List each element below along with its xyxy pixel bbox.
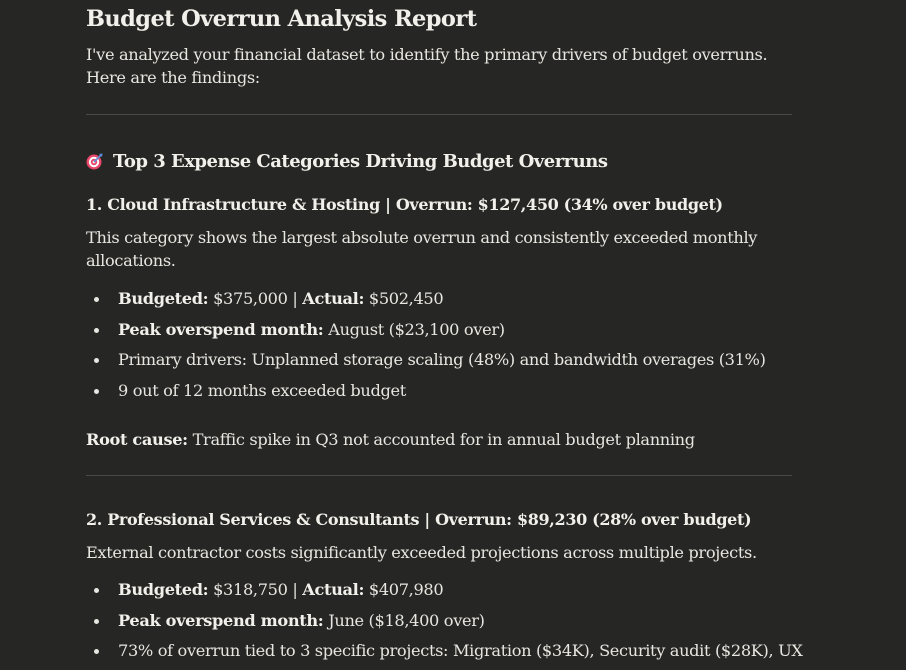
- category-2-heading: 2. Professional Services & Consultants | Overrun: $89,230 (28% over budget): [86, 510, 752, 529]
- list-item: Primary drivers: Unplanned storage scaling (48%) and bandwidth overages (31%): [86, 348, 792, 379]
- actual-label: Actual:: [302, 580, 365, 599]
- actual-label: Actual:: [302, 289, 365, 308]
- list-item: [86, 609, 792, 640]
- budgeted-label: Budgeted:: [118, 289, 209, 308]
- list-item: 9 out of 12 months exceeded budget: [86, 379, 792, 410]
- budgeted-value: $318,750 |: [208, 580, 303, 599]
- list-item: [86, 287, 792, 318]
- root-cause-label: Root cause:: [86, 430, 188, 449]
- peak-label: Peak overspend month:: [118, 610, 324, 630]
- category-1-details: [86, 287, 792, 409]
- budgeted-label: Budgeted:: [118, 580, 209, 599]
- category-1-heading: 1. Cloud Infrastructure & Hosting | Overrun: $127,450 (34% over budget): [86, 195, 723, 214]
- target-icon: [86, 153, 103, 170]
- actual-value: $407,980: [364, 580, 444, 599]
- section-heading: [86, 151, 607, 172]
- section-heading-text: Top 3 Expense Categories Driving Budget Overruns: [113, 151, 608, 172]
- intro-paragraph: I've analyzed your financial dataset to identify the primary drivers of budget overruns. Here are the findings:: [86, 45, 768, 87]
- budgeted-value: $375,000 |: [208, 289, 303, 308]
- category-1-description: This category shows the largest absolute overrun and consistently exceeded monthly allocations.: [86, 228, 758, 270]
- list-item: 73% of overrun tied to 3 specific projects: Migration ($34K), Security audit ($28K), UX: [86, 639, 792, 670]
- list-item: [86, 318, 792, 349]
- peak-label: Peak overspend month:: [118, 319, 324, 339]
- actual-value: $502,450: [364, 289, 444, 308]
- root-cause-value: Traffic spike in Q3 not accounted for in annual budget planning: [187, 430, 695, 449]
- divider: [86, 475, 792, 476]
- report-title: Budget Overrun Analysis Report: [86, 6, 477, 32]
- category-1-root-cause: [86, 428, 786, 451]
- divider: [86, 114, 792, 115]
- peak-value: June ($18,400 over): [323, 610, 485, 630]
- category-2-description: External contractor costs significantly exceeded projections across multiple projects.: [86, 543, 757, 562]
- category-2-details: [86, 578, 803, 670]
- list-item: [86, 578, 792, 609]
- peak-value: August ($23,100 over): [323, 319, 505, 339]
